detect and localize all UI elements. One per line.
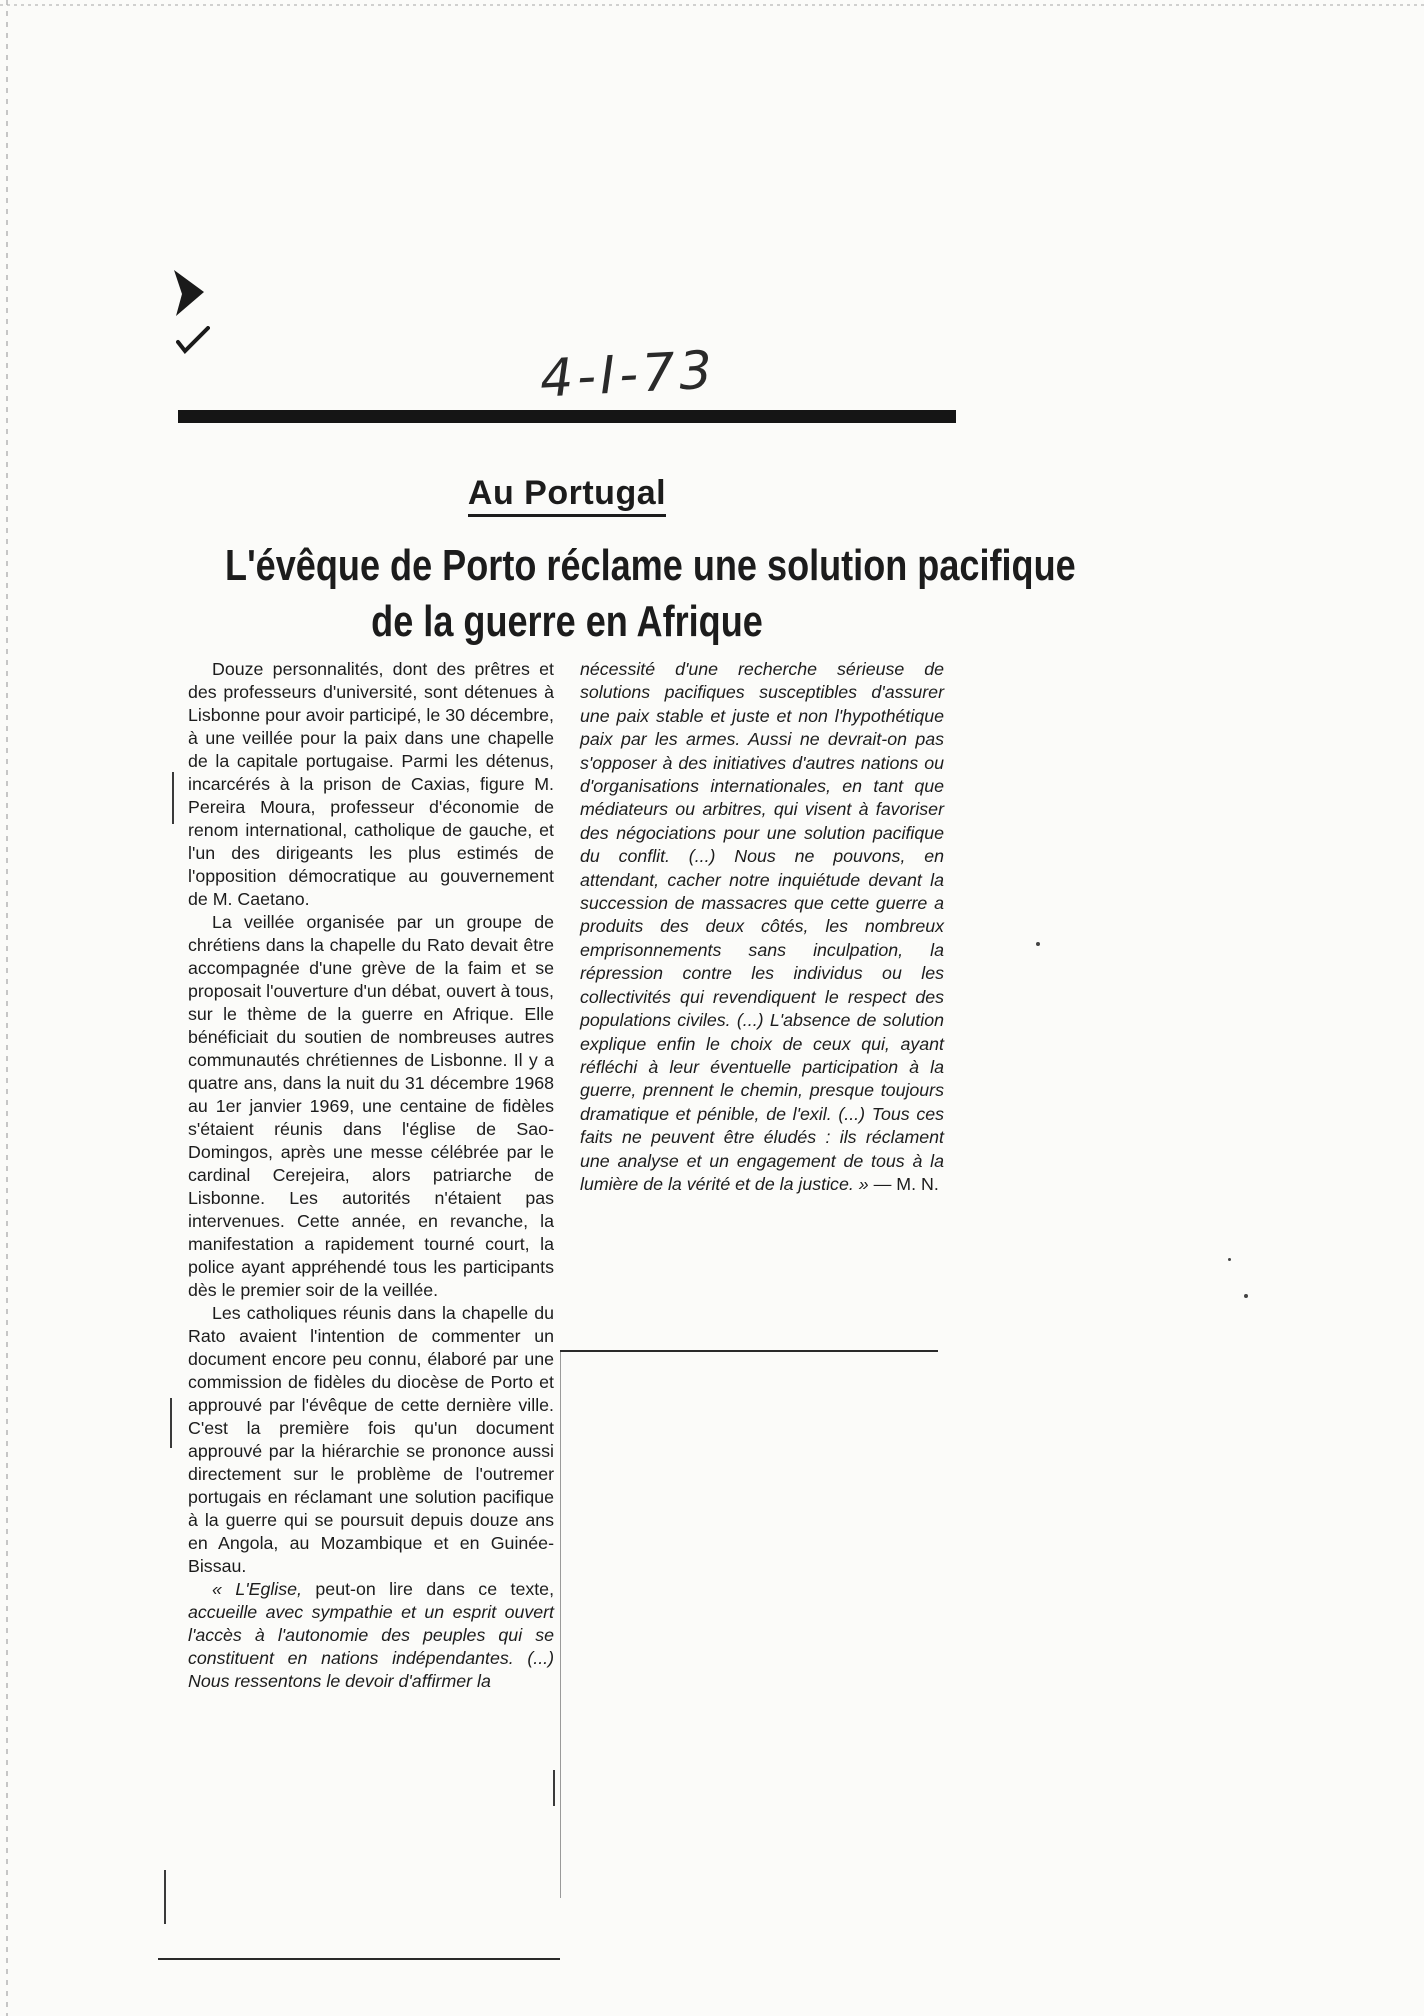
margin-triangle-mark bbox=[172, 268, 208, 318]
kicker-text: Au Portugal bbox=[468, 474, 666, 517]
quote-attribution: peut-on lire dans ce texte, bbox=[301, 1579, 555, 1599]
headline-line-1: L'évêque de Porto réclame une solution pacifique bbox=[225, 541, 1076, 590]
headline-line-2: de la guerre en Afrique bbox=[371, 597, 763, 646]
scan-speck bbox=[1228, 1258, 1231, 1261]
scan-speck bbox=[1036, 942, 1040, 946]
article-headline bbox=[225, 538, 1076, 650]
margin-mark bbox=[172, 772, 174, 824]
paragraph-3: Les catholiques réunis dans la chapelle du Rato avaient l'intention de commenter un document encore peu connu, élaboré par une commission de fidèles du diocèse de Porto et approuvé par l'évêque de cette dernière ville. C'est la première fois qu'un document approuvé par la hiérarchie se prononce aussi directement sur le problème de l'outremer portugais en réclamant une solution pacifique à la guerre qui se poursuit depuis douze ans en Angola, au Mozambique et en Guinée-Bissau. bbox=[188, 1303, 554, 1576]
column-divider bbox=[560, 1352, 561, 1898]
quote-text: accueille avec sympathie et un esprit ouvert l'accès à l'autonomie des peuples qui se constituent en nations indépendantes. (...) Nous ressentons le devoir d'affirmer la bbox=[188, 1602, 554, 1691]
scan-speck bbox=[1244, 1294, 1248, 1298]
paragraph-1: Douze personnalités, dont des prêtres et des professeurs d'université, sont détenues à Lisbonne pour avoir participé, le 30 décembre, à une veillée pour la paix dans une chapelle de la capitale portugaise. Parmi les détenus, incarcérés à la prison de Caxias, figure M. Pereira Moura, professeur d'économie de renom international, catholique de gauche, et l'un des dirigeants les plus estimés de l'opposition démocratique au gouvernement de M. Caetano. bbox=[188, 659, 554, 909]
article-column-right bbox=[580, 658, 944, 1196]
margin-mark bbox=[164, 1870, 166, 1924]
article-column-left bbox=[188, 658, 554, 1693]
quote-continuation-text: nécessité d'une recherche sérieuse de solutions pacifiques susceptibles d'assurer une paix stable et juste et non l'hypothétique paix par les armes. Aussi ne devrait-on pas s'opposer à des initiatives d'autres nations ou d'organisations internationales, en tant que médiateurs ou arbitres, qui visent à favoriser des négociations pour une solution pacifique du conflit. (...) Nous ne pouvons, en attendant, cacher notre inquiétude devant la succession de massacres que cette guerre a produits des deux côtés, les nombreux emprisonnements sans inculpation, la répression contre les individus ou les collectivités qui revendiquent le respect des populations civiles. (...) L'absence de solution explique enfin le choix de ceux qui, ayant réfléchi à leur éventuelle participation à la guerre, prennent le chemin, presque toujours dramatique et pénible, de l'exil. (...) Tous ces faits ne peuvent être éludés : ils réclament une analyse et un engagement de tous à la lumière de la vérité et de la justice. » bbox=[580, 659, 944, 1194]
margin-mark bbox=[170, 1398, 172, 1448]
scan-edge-left bbox=[6, 0, 8, 2016]
margin-check-mark bbox=[176, 326, 210, 354]
clipping-bottom-rule bbox=[158, 1958, 560, 1960]
header-rule bbox=[178, 410, 956, 423]
section-kicker bbox=[0, 474, 1134, 513]
paragraph-4 bbox=[188, 1578, 554, 1693]
margin-mark bbox=[553, 1770, 555, 1806]
quote-open: « L'Eglise, bbox=[212, 1579, 302, 1599]
author-signature: — M. N. bbox=[873, 1173, 939, 1194]
quote-continuation bbox=[580, 658, 944, 1196]
column-end-rule bbox=[560, 1350, 938, 1352]
scan-edge-top bbox=[0, 4, 1424, 6]
paragraph-2: La veillée organisée par un groupe de chrétiens dans la chapelle du Rato devait être accompagnée d'une grève de la faim et se proposait l'ouverture d'un débat, ouvert à tous, sur le thème de la guerre en Afrique. Elle bénéficiait du soutien de nombreuses autres communautés chrétiennes de Lisbonne. Il y a quatre ans, dans la nuit du 31 décembre 1968 au 1er janvier 1969, une centaine de fidèles s'étaient réunis dans l'église de Sao-Domingos, après une messe célébrée par le cardinal Cerejeira, alors patriarche de Lisbonne. Les autorités n'étaient pas intervenues. Cette année, en revanche, la manifestation a rapidement tourné court, la police ayant appréhendé tous les participants dès le premier soir de la veillée. bbox=[188, 912, 554, 1300]
handwritten-date: 4-I-73 bbox=[538, 340, 718, 410]
